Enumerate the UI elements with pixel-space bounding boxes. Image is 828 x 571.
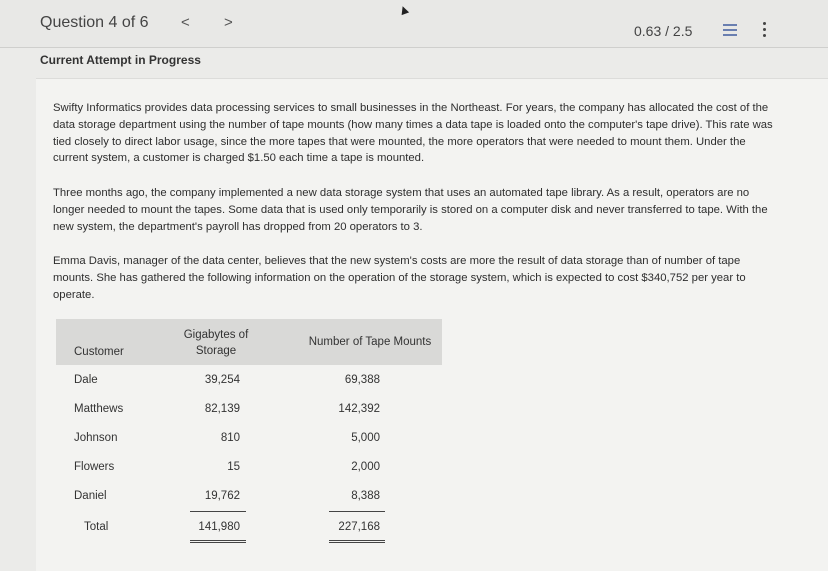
score-display: 0.63 / 2.5 xyxy=(634,23,693,39)
problem-paragraph-2: Three months ago, the company implemented a new data storage system that uses an automated tape library. As a result, operators are no longer needed to mount the tapes. Some data that is used only temporarily is stored on a computer disk and never transferred to tape. With the new system, the department's payroll has dropped from 20 operators to 3. xyxy=(53,187,768,233)
table-row xyxy=(56,374,442,403)
gigabytes-value: 15 xyxy=(227,461,240,473)
mouse-cursor-icon xyxy=(399,5,409,15)
table-row xyxy=(56,461,442,490)
more-vertical-icon[interactable] xyxy=(763,22,767,38)
tape-mounts-total: 227,168 xyxy=(338,521,380,533)
customer-name: Flowers xyxy=(74,461,115,473)
attempt-status: Current Attempt in Progress xyxy=(40,53,201,67)
tape-mounts-value: 142,392 xyxy=(338,403,380,415)
table-row xyxy=(56,403,442,432)
table-header xyxy=(56,319,442,365)
table-total-row xyxy=(56,521,442,550)
table-row xyxy=(56,432,442,461)
gigabytes-value: 39,254 xyxy=(204,374,240,386)
tape-mounts-value: 5,000 xyxy=(351,432,380,444)
question-header xyxy=(0,0,828,48)
tape-mounts-value: 2,000 xyxy=(351,461,380,473)
customer-name: Johnson xyxy=(74,432,118,444)
header-customer: Customer xyxy=(74,346,124,358)
subtotal-underline xyxy=(329,511,385,512)
gigabytes-value: 810 xyxy=(220,432,240,444)
customer-name: Dale xyxy=(74,374,98,386)
next-question-button[interactable]: > xyxy=(224,14,233,31)
table-row xyxy=(56,490,442,519)
total-double-underline xyxy=(329,540,385,543)
total-label: Total xyxy=(84,521,109,533)
problem-paragraph-3: Emma Davis, manager of the data center, believes that the new system's costs are more the result of data storage than of number of tape mounts. She has gathered the following information on the operation of the storage system, which is expected to cost $340,752 per year to operate. xyxy=(53,255,746,301)
tape-mounts-value: 8,388 xyxy=(351,490,380,502)
header-tape-mounts: Number of Tape Mounts xyxy=(308,336,432,348)
question-counter: Question 4 of 6 xyxy=(40,14,149,31)
customer-name: Matthews xyxy=(74,403,124,415)
problem-paragraph-1: Swifty Informatics provides data processing services to small businesses in the Northeast. For years, the company has allocated the cost of the data storage department using the number of tape mounts (how many times a data tape is loaded onto the computer's tape drive). This rate was tied closely to direct labor usage, since the more tapes that were mounted, the more operators that were needed to mount them. Under the current system, a customer is charged $1.50 each time a tape is mounted. xyxy=(53,102,773,165)
tape-mounts-value: 69,388 xyxy=(344,374,380,386)
header-gigabytes: Gigabytes of Storage xyxy=(183,329,249,357)
subtotal-underline xyxy=(190,511,246,512)
customer-name: Daniel xyxy=(74,490,107,502)
previous-question-button[interactable]: < xyxy=(181,14,190,31)
list-icon[interactable] xyxy=(723,24,737,37)
gigabytes-value: 82,139 xyxy=(204,403,240,415)
gigabytes-total: 141,980 xyxy=(198,521,240,533)
gigabytes-value: 19,762 xyxy=(204,490,240,502)
storage-data-table xyxy=(56,319,442,549)
total-double-underline xyxy=(190,540,246,543)
